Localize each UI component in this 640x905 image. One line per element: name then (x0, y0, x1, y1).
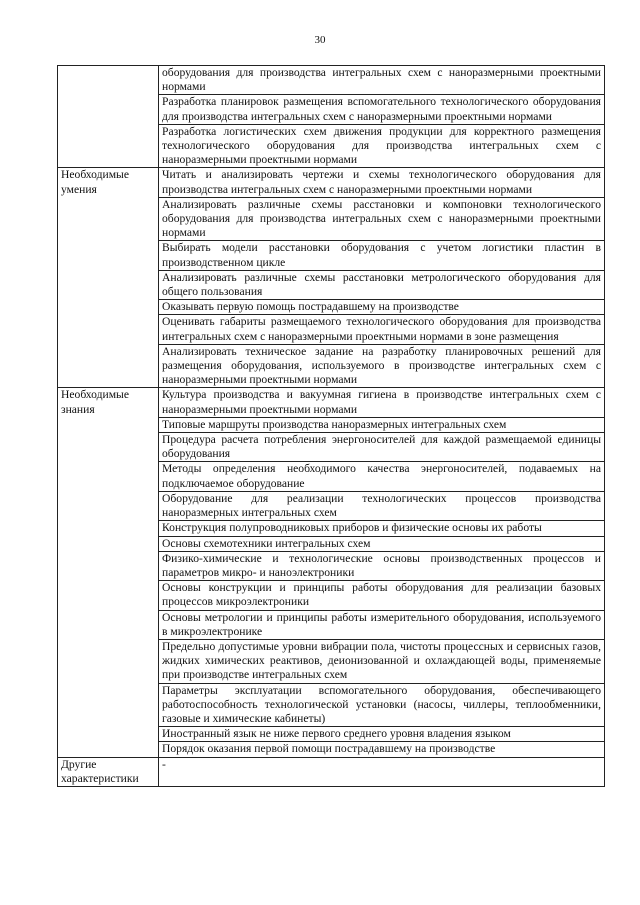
table-row (58, 757, 605, 786)
competency-table (57, 65, 605, 787)
section-label-other: Другие характеристики (58, 757, 159, 786)
page-number: 30 (314, 34, 326, 46)
table-cell: Оценивать габариты размещаемого технологического оборудования для производства интегральных схем с наноразмерными проектными нормами в зоне размещения (159, 315, 605, 344)
table-cell: Основы конструкции и принципы работы оборудования для реализации базовых процессов микроэлектроники (159, 581, 605, 610)
table-row (58, 66, 605, 95)
table-cell: Анализировать техническое задание на разработку планировочных решений для размещения оборудования, используемого в производстве интегральных схем с наноразмерными проектными нормами (159, 344, 605, 388)
table-cell: Выбирать модели расстановки оборудования с учетом логистики пластин в производственном цикле (159, 241, 605, 270)
table-cell: Типовые маршруты производства наноразмерных интегральных схем (159, 417, 605, 432)
table-cell: Анализировать различные схемы расстановки и компоновки технологического оборудования для производства интегральных схем с наноразмерными проектными нормами (159, 197, 605, 241)
section-label (58, 66, 159, 168)
table-row (58, 168, 605, 197)
table-cell: Предельно допустимые уровни вибрации пола, чистоты процессных и сервисных газов, жидких химических реактивов, деионизованной и охлаждающей воды, применяемые при производстве интегральных схем (159, 639, 605, 683)
table-cell: Оказывать первую помощь пострадавшему на производстве (159, 300, 605, 315)
table-cell: Оборудование для реализации технологических процессов производства наноразмерных интегральных схем (159, 491, 605, 520)
table-cell: Порядок оказания первой помощи пострадавшему на производстве (159, 742, 605, 757)
table-cell: Конструкция полупроводниковых приборов и физические основы их работы (159, 521, 605, 536)
table-cell: Основы схемотехники интегральных схем (159, 536, 605, 551)
table-cell: Иностранный язык не ниже первого среднего уровня владения языком (159, 727, 605, 742)
table-row (58, 388, 605, 417)
table-cell: Процедура расчета потребления энергоносителей для каждой размещаемой единицы оборудования (159, 433, 605, 462)
table-cell: Анализировать различные схемы расстановки метрологического оборудования для общего пользования (159, 270, 605, 299)
table-cell: Параметры эксплуатации вспомогательного оборудования, обеспечивающего работоспособность технологической установки (насосы, чиллеры, теплообменники, газовые и химические кабинеты) (159, 683, 605, 727)
table-cell: Основы метрологии и принципы работы измерительного оборудования, используемого в микроэлектронике (159, 610, 605, 639)
table-cell: Методы определения необходимого качества энергоносителей, подаваемых на подключаемое оборудование (159, 462, 605, 491)
table-cell: - (159, 757, 605, 786)
table-cell: оборудования для производства интегральных схем с наноразмерными проектными нормами (159, 66, 605, 95)
table-cell: Культура производства и вакуумная гигиена в производстве интегральных схем с наноразмерными проектными нормами (159, 388, 605, 417)
section-label-skills: Необходимые умения (58, 168, 159, 388)
table-cell: Разработка логистических схем движения продукции для корректного размещения технологического оборудования для производства интегральных схем с наноразмерными проектными нормами (159, 124, 605, 168)
table-cell: Разработка планировок размещения вспомогательного технологического оборудования для производства интегральных схем с наноразмерными проектными нормами (159, 95, 605, 124)
section-label-knowledge: Необходимые знания (58, 388, 159, 757)
table-cell: Физико-химические и технологические основы производственных процессов и параметров микро- и наноэлектроники (159, 551, 605, 580)
table-cell: Читать и анализировать чертежи и схемы технологического оборудования для производства интегральных схем с наноразмерными проектными нормами (159, 168, 605, 197)
